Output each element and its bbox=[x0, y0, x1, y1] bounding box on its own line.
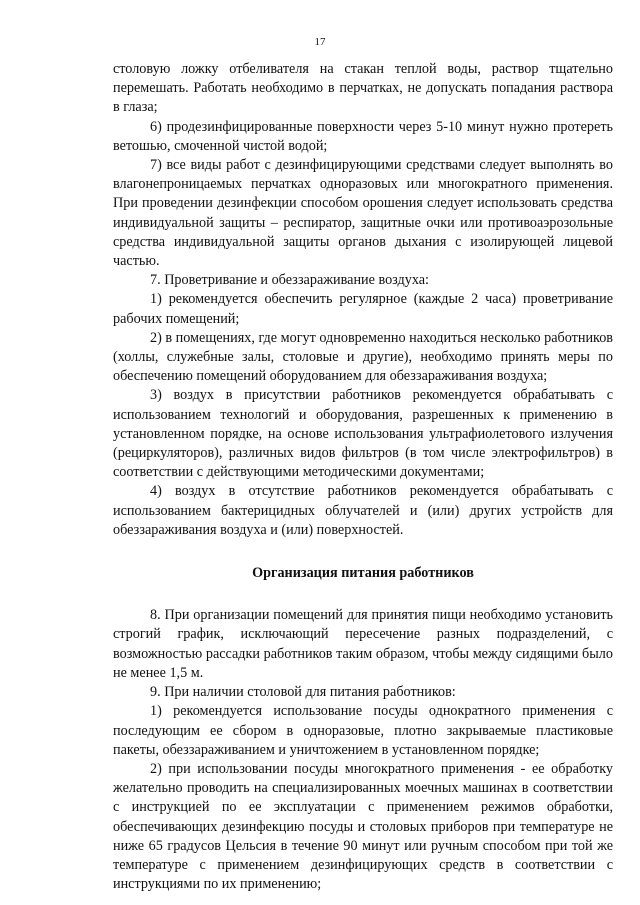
page-number: 17 bbox=[314, 36, 326, 48]
document-body bbox=[113, 60, 613, 894]
section-heading: Организация питания работников bbox=[252, 565, 474, 582]
paragraph: 9. При наличии столовой для питания работников: bbox=[150, 684, 456, 701]
paragraph: 7. Проветривание и обеззараживание воздуха: bbox=[150, 272, 429, 289]
paragraph: 2) при использовании посуды многократного применения - ее обработку желательно проводить на специализированных моечных машинах в соответствии с инструкцией по ее эксплуатации с применением режимов обработки, обеспечивающих дезинфекцию посуды и столовых приборов при температуре не ниже 65 градусов Цельсия в течение 90 минут или ручным способом при той же температуре с применением дезинфицирующих средств в соответствии с инструкциями по их применению; bbox=[113, 760, 613, 893]
paragraph: 7) все виды работ с дезинфицирующими средствами следует выполнять во влагонепроницаемых перчатках одноразовых или многократного применения. При проведении дезинфекции способом орошения следует использовать средства индивидуальной защиты – респиратор, защитные очки или противоаэрозольные средства индивидуальной защиты органов дыхания с изолирующей лицевой частью. bbox=[113, 157, 613, 270]
paragraph: 2) в помещениях, где могут одновременно находиться несколько работников (холлы, служебные залы, столовые и другие), необходимо принять меры по обеспечению помещений оборудованием для обеззараживания воздуха; bbox=[113, 329, 613, 385]
paragraph: столовую ложку отбеливателя на стакан теплой воды, раствор тщательно перемешать. Работать необходимо в перчатках, не допускать попадания раствора в глаза; bbox=[113, 61, 613, 116]
paragraphs-before-heading bbox=[113, 60, 613, 540]
paragraph: 1) рекомендуется обеспечить регулярное (каждые 2 часа) проветривание рабочих помещений; bbox=[113, 291, 613, 327]
paragraph: 4) воздух в отсутствие работников рекомендуется обрабатывать с использованием бактерицидных облучателей и (или) других устройств для обеззараживания воздуха и (или) поверхностей. bbox=[113, 483, 613, 538]
paragraph: 8. При организации помещений для принятия пищи необходимо установить строгий график, исключающий пересечение разных подразделений, с возможностью рассадки работников таким образом, чтобы между сидящими было не менее 1,5 м. bbox=[113, 607, 613, 681]
paragraph: 3) воздух в присутствии работников рекомендуется обрабатывать с использованием технологий и оборудования, разрешенных к применению в установленном порядке, на основе использования ультрафиолетового излучения (рециркуляторов), различных видов фильтров (в том числе электрофильтров) в соответствии с действующими методическими документами; bbox=[113, 387, 613, 481]
paragraphs-after-heading bbox=[113, 606, 613, 894]
paragraph: 6) продезинфицированные поверхности через 5-10 минут нужно протереть ветошью, смоченной чистой водой; bbox=[113, 118, 613, 154]
paragraph: 1) рекомендуется использование посуды однократного применения с последующим ее сбором в одноразовые, плотно закрываемые пластиковые пакеты, обеззараживанием и уничтожением в установленном порядке; bbox=[113, 703, 613, 758]
